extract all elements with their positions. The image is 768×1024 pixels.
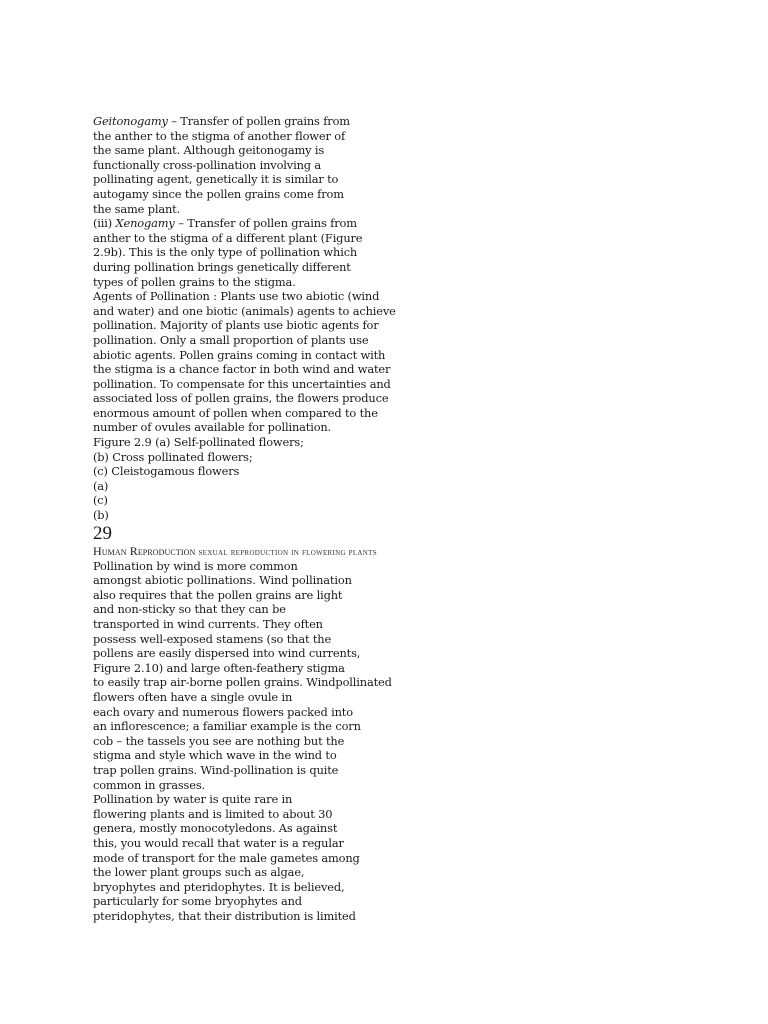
text-line: (b) Cross pollinated flowers; [93, 449, 253, 464]
text-line: number of ovules available for pollination. [93, 420, 332, 435]
text-line: an inflorescence; a familiar example is the corn [93, 719, 361, 734]
text-line: (b) [93, 508, 109, 523]
term-geitonogamy: Geitonogamy [93, 114, 168, 128]
text-line: anther to the stigma of a different plant (Figure [93, 230, 363, 245]
text-line: pollination. Only a small proportion of plants use [93, 332, 369, 347]
text-line: types of pollen grains to the stigma. [93, 274, 296, 289]
text-line: (iii) Xenogamy – Transfer of pollen grains from [93, 216, 357, 231]
text-line: mode of transport for the male gametes among [93, 850, 360, 865]
text-line: genera, mostly monocotyledons. As against [93, 821, 338, 836]
text-line: pollens are easily dispersed into wind currents, [93, 646, 361, 661]
text-line: and non-sticky so that they can be [93, 602, 286, 617]
text-line: during pollination brings genetically different [93, 259, 351, 274]
text-line: common in grasses. [93, 777, 205, 792]
text-line: the anther to the stigma of another flower of [93, 128, 346, 143]
text-line: cob – the tassels you see are nothing but the [93, 733, 345, 748]
running-header [93, 544, 693, 559]
text-line: bryophytes and pteridophytes. It is believed, [93, 879, 345, 894]
text-line: the same plant. [93, 201, 181, 216]
text-line: trap pollen grains. Wind-pollination is quite [93, 762, 339, 777]
text-line: pollination. To compensate for this uncertainties and [93, 376, 391, 391]
text-line: pollination. Majority of plants use biotic agents for [93, 318, 379, 333]
header-subtitle: sexual reproduction in flowering plants [198, 546, 377, 558]
text-line: the same plant. Although geitonogamy is [93, 143, 325, 158]
text-block-xenogamy-agents [93, 231, 693, 523]
text-line: to easily trap air-borne pollen grains. Windpollinated [93, 675, 392, 690]
text-line: Figure 2.10) and large often-feathery stigma [93, 660, 345, 675]
text-line: and water) and one biotic (animals) agents to achieve [93, 303, 396, 318]
text-line: Geitonogamy – Transfer of pollen grains from [93, 114, 350, 128]
text-line: stigma and style which wave in the wind to [93, 748, 337, 763]
text-line: Pollination by water is quite rare in [93, 792, 293, 807]
text-line: also requires that the pollen grains are light [93, 587, 343, 602]
text-line: Figure 2.9 (a) Self-pollinated flowers; [93, 435, 304, 450]
text-line: enormous amount of pollen when compared to the [93, 405, 378, 420]
text-line: functionally cross-pollination involving a [93, 157, 322, 172]
text-line: each ovary and numerous flowers packed into [93, 704, 353, 719]
text-line: abiotic agents. Pollen grains coming in contact with [93, 347, 386, 362]
document-page [93, 114, 693, 923]
text-line: the lower plant groups such as algae, [93, 865, 305, 880]
text-block-geitonogamy [93, 129, 693, 217]
text-line: flowering plants and is limited to about 30 [93, 806, 333, 821]
page-number: 29 [93, 522, 112, 544]
text-line: (c) Cleistogamous flowers [93, 464, 240, 479]
text-line: 2.9b). This is the only type of pollination which [93, 245, 358, 260]
header-chapter: Human Reproduction [93, 543, 196, 558]
text-block-wind-water [93, 559, 693, 924]
text-line: Pollination by wind is more common [93, 558, 298, 573]
text-line: transported in wind currents. They often [93, 617, 323, 631]
text-line: pteridophytes, that their distribution is limited [93, 908, 356, 923]
text-line: associated loss of pollen grains, the flowers produce [93, 391, 389, 406]
text-line: this, you would recall that water is a regular [93, 835, 344, 850]
term-xenogamy: Xenogamy [115, 216, 175, 231]
text-line: possess well-exposed stamens (so that the [93, 631, 332, 646]
text-line: autogamy since the pollen grains come from [93, 186, 344, 201]
text-line: pollinating agent, genetically it is similar to [93, 172, 339, 187]
text-line: Agents of Pollination : Plants use two abiotic (wind [93, 289, 380, 304]
text-line: particularly for some bryophytes and [93, 894, 302, 909]
text-line: (a) [93, 478, 109, 493]
text-line: (c) [93, 493, 108, 508]
text-line: the stigma is a chance factor in both wind and water [93, 362, 391, 377]
text-line: amongst abiotic pollinations. Wind pollination [93, 573, 352, 588]
text-line: flowers often have a single ovule in [93, 689, 293, 704]
